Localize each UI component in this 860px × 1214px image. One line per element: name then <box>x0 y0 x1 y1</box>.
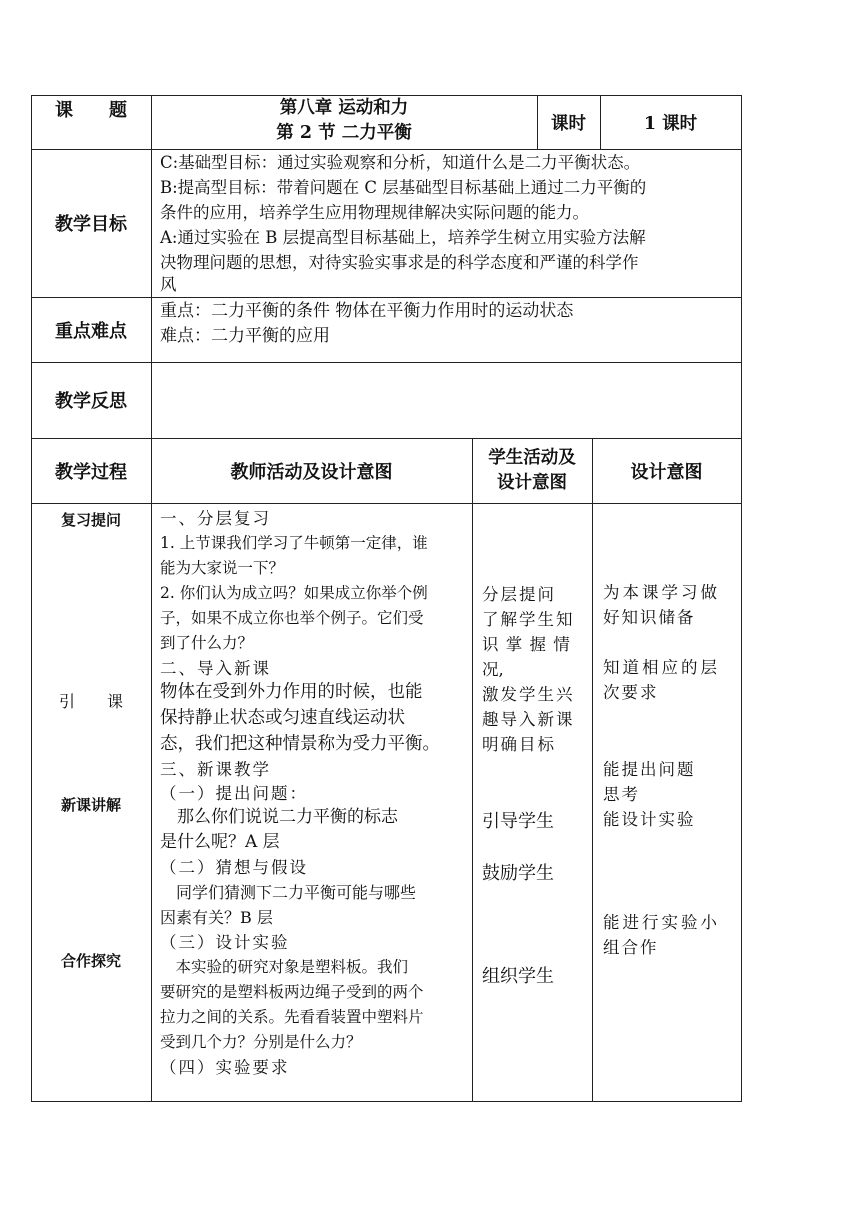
objective-line: 决物理问题的思想，对待实验实事求是的科学态度和严谨的科学作 <box>160 253 639 272</box>
stage-label-cooperation: 合作探究 <box>60 952 121 970</box>
stage-label-intro: 引 课 <box>58 692 123 711</box>
student-line: 分层提问 <box>482 585 556 604</box>
student-line: 况, <box>482 660 504 679</box>
table-border-right <box>741 95 742 1102</box>
period-label: 课时 <box>551 114 586 134</box>
student-activity-header-line2: 设计意图 <box>497 473 567 493</box>
teacher-line: 2. 你们认为成立吗？如果成立你举个例 <box>160 584 428 602</box>
student-activity-header-line1: 学生活动及 <box>488 448 576 468</box>
teacher-line: 同学们猜测下二力平衡可能与哪些 <box>160 883 417 902</box>
design-line: 为本课学习做 <box>603 583 720 602</box>
design-line: 好知识储备 <box>603 608 696 627</box>
teacher-line: 二、导入新课 <box>160 659 271 678</box>
teacher-line: 因素有关？B 层 <box>160 908 273 927</box>
teacher-line: （三）设计实验 <box>160 933 290 952</box>
design-line: 能提出问题 <box>603 760 696 779</box>
objectives-label: 教学目标 <box>55 214 127 235</box>
teacher-line: 态，我们把这种情景称为受力平衡。 <box>160 734 440 754</box>
teacher-activity-header: 教师活动及设计意图 <box>230 461 393 483</box>
teacher-line: 子，如果不成立你也举个例子。它们受 <box>160 609 424 627</box>
student-line: 明确目标 <box>482 735 556 754</box>
teacher-line: 要研究的是塑料板两边绳子受到的两个 <box>160 983 424 1001</box>
teacher-line: 是什么呢？A 层 <box>160 832 280 852</box>
student-line: 鼓励学生 <box>482 863 554 884</box>
teacher-line: 一、分层复习 <box>160 509 271 528</box>
objective-line: A:通过实验在 B 层提高型目标基础上，培养学生树立用实验方法解 <box>160 228 646 247</box>
label-column-rule <box>151 95 152 1102</box>
teacher-line: （一）提出问题： <box>160 784 308 803</box>
table-border-bottom <box>31 1101 742 1102</box>
objective-line: B:提高型目标：带着问题在 C 层基础型目标基础上通过二力平衡的 <box>160 178 647 197</box>
student-column-rule <box>472 438 473 1102</box>
table-rule <box>31 503 742 504</box>
student-line: 识 掌 握 情 <box>482 635 571 654</box>
design-line: 次要求 <box>603 683 659 702</box>
design-line: 组合作 <box>603 938 659 957</box>
teacher-line: 三、新课教学 <box>160 760 271 779</box>
teacher-line: 到了什么力？ <box>160 634 254 652</box>
teacher-line: 拉力之间的关系。先看看装置中塑料片 <box>160 1008 424 1026</box>
teacher-line: 物体在受到外力作用的时候，也能 <box>160 682 423 702</box>
teacher-line: （四）实验要求 <box>160 1058 290 1077</box>
design-intent-header: 设计意图 <box>630 461 703 483</box>
stage-label-review: 复习提问 <box>60 511 121 529</box>
difficult-point-line: 难点：二力平衡的应用 <box>160 326 330 346</box>
teacher-line: 保持静止状态或匀速直线运动状 <box>160 708 405 728</box>
lesson-title-line2: 第 2 节 二力平衡 <box>276 123 412 143</box>
topic-label: 课 题 <box>55 100 127 121</box>
period-value: 1 课时 <box>643 114 698 134</box>
key-point-line: 重点：二力平衡的条件 物体在平衡力作用时的运动状态 <box>160 301 574 321</box>
teacher-line: 本实验的研究对象是塑料板。我们 <box>160 958 409 976</box>
design-line: 知道相应的层 <box>603 658 720 677</box>
teacher-line: 能为大家说一下？ <box>160 559 285 577</box>
design-column-rule <box>592 438 593 1102</box>
student-line: 组织学生 <box>482 966 554 987</box>
objective-line: 条件的应用，培养学生应用物理规律解决实际问题的能力。 <box>160 203 589 222</box>
objective-line: C:基础型目标：通过实验观察和分析，知道什么是二力平衡状态。 <box>160 153 641 172</box>
teacher-line: 受到几个力？分别是什么力？ <box>160 1033 362 1051</box>
lesson-title-line1: 第八章 运动和力 <box>279 98 409 118</box>
teacher-line: 1. 上节课我们学习了牛顿第一定律，谁 <box>160 534 428 552</box>
design-line: 思考 <box>603 785 640 804</box>
teacher-line: 那么你们说说二力平衡的标志 <box>160 807 398 827</box>
student-line: 趣导入新课 <box>482 710 575 729</box>
student-line: 了解学生知 <box>482 610 575 629</box>
design-line: 能进行实验小 <box>603 913 720 932</box>
stage-label-new-lesson: 新课讲解 <box>60 796 121 814</box>
reflection-label: 教学反思 <box>55 391 127 412</box>
objective-line: 风 <box>160 275 177 294</box>
teacher-line: （二）猜想与假设 <box>160 858 308 877</box>
key-points-label: 重点难点 <box>55 320 127 342</box>
process-label: 教学过程 <box>55 461 127 483</box>
student-line: 引导学生 <box>482 811 554 832</box>
student-line: 激发学生兴 <box>482 685 575 704</box>
design-line: 能设计实验 <box>603 810 696 829</box>
